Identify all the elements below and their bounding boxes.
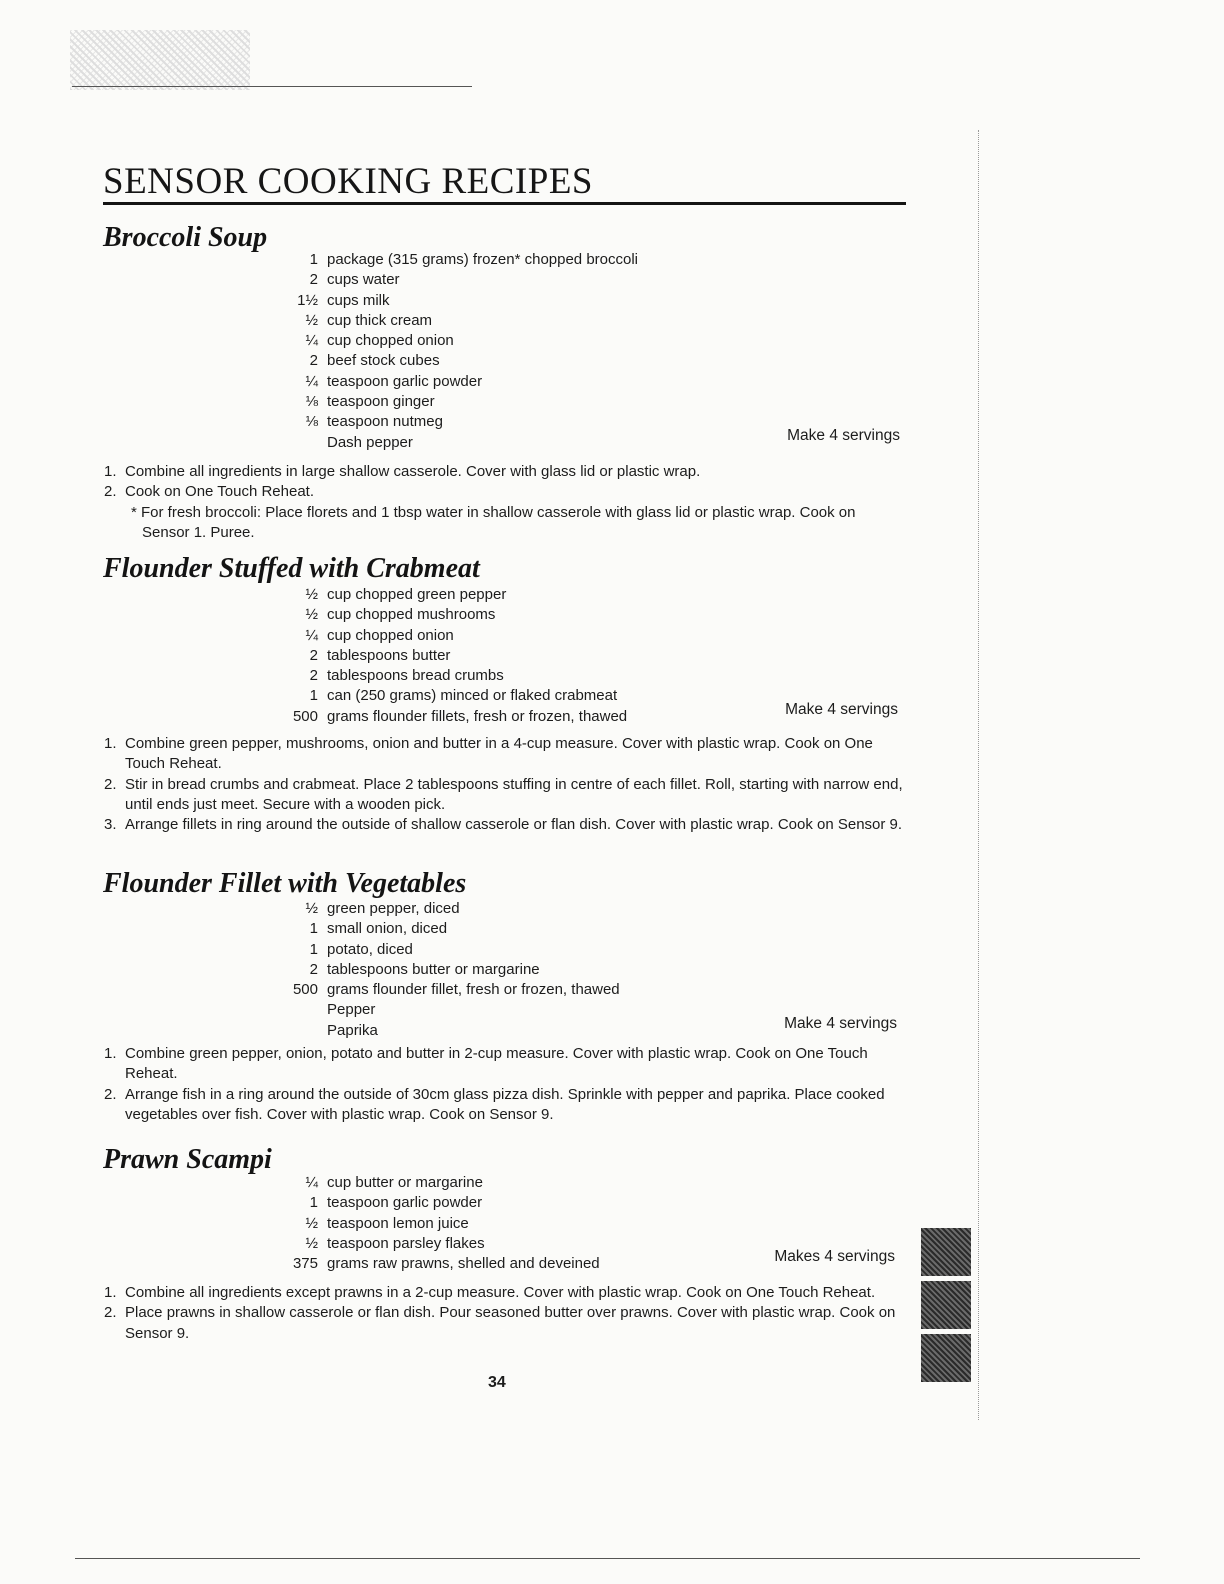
step — [104, 1283, 904, 1303]
ingredient-text: cup chopped mushrooms — [327, 606, 496, 624]
ingredient-qty: 2 — [309, 646, 318, 664]
ingredient-qty: ½ — [305, 311, 318, 329]
scan-line-bottom — [75, 1558, 1140, 1559]
ingredient-text: teaspoon lemon juice — [327, 1214, 469, 1232]
ingredient-qty: 2 — [309, 960, 318, 978]
ingredient-qty: 2 — [309, 271, 318, 289]
section-tab — [921, 1334, 971, 1382]
step-text: Place prawns in shallow casserole or flan dish. Pour seasoned butter over prawns. Cover with plastic wrap. Cook on Sensor 9. — [125, 1304, 896, 1342]
ingredient-text: potato, diced — [327, 940, 413, 958]
ingredient-qty: 2 — [309, 352, 318, 370]
step-number: 1. — [104, 1045, 117, 1062]
ingredient-qty: 1 — [309, 251, 318, 268]
ingredient-qty: 2 — [309, 667, 318, 685]
step — [104, 462, 904, 482]
step-text: Combine all ingredients in large shallow casserole. Cover with glass lid or plastic wrap. — [125, 463, 701, 480]
section-tab — [921, 1281, 971, 1329]
margin-rule — [978, 130, 979, 1420]
ingredient-qty: 500 — [292, 707, 318, 725]
ingredient-qty: 1 — [309, 940, 318, 958]
ingredient-text: teaspoon garlic powder — [327, 372, 483, 390]
section-tabs — [921, 1228, 971, 1387]
page-title: SENSOR COOKING RECIPES — [103, 161, 594, 202]
ingredient-text: cups water — [327, 271, 400, 289]
ingredient-qty: ½ — [305, 1234, 318, 1252]
step — [104, 1303, 904, 1344]
ingredient-text: grams flounder fillet, fresh or frozen, thawed — [327, 981, 620, 999]
step-number: 1. — [104, 463, 117, 480]
step-text: Combine green pepper, mushrooms, onion and butter in a 4-cup measure. Cover with plastic wrap. Cook on One Touch Reheat. — [125, 735, 873, 773]
ingredient-text: cups milk — [327, 291, 390, 309]
step-number: 1. — [104, 735, 117, 752]
ingredient-text: cup chopped onion — [327, 332, 454, 350]
ingredient-qty: ⅛ — [305, 393, 318, 411]
step-number: 3. — [104, 816, 117, 834]
ingredient-text: cup chopped onion — [327, 626, 454, 644]
ingredient-text: small onion, diced — [327, 920, 448, 938]
ingredient-text: teaspoon garlic powder — [327, 1194, 483, 1212]
servings: Make 4 servings — [785, 701, 898, 718]
recipe-title: Flounder Fillet with Vegetables — [103, 868, 467, 899]
step — [104, 775, 904, 816]
scan-line-top — [72, 86, 472, 87]
ingredient-qty: ½ — [305, 1214, 318, 1232]
step-text: Stir in bread crumbs and crabmeat. Place 2 tablespoons stuffing in centre of each fillet. Roll, starting with narrow end, until ends just meet. Secure with a wooden pick. — [125, 775, 903, 813]
ingredient-qty: 1 — [309, 687, 318, 705]
ingredient-qty: 1 — [309, 1194, 318, 1212]
ingredient-text: cup chopped green pepper — [327, 586, 507, 603]
ingredient-text: Paprika — [327, 1021, 378, 1039]
step — [104, 1044, 904, 1085]
ingredient-qty: ½ — [305, 586, 318, 603]
ingredient-text: package (315 grams) frozen* chopped broccoli — [327, 251, 639, 268]
ingredient-qty: 1 — [309, 920, 318, 938]
step-number: 2. — [104, 1304, 117, 1322]
servings: Make 4 servings — [787, 427, 900, 444]
ingredient-qty: ⅛ — [305, 413, 318, 431]
ingredient-text: beef stock cubes — [327, 352, 440, 370]
servings: Make 4 servings — [784, 1015, 897, 1032]
ingredient-text: grams flounder fillets, fresh or frozen, thawed — [327, 707, 628, 725]
step-list — [104, 1044, 904, 1125]
ingredient-text: tablespoons butter or margarine — [327, 960, 540, 978]
step-text: Cook on One Touch Reheat. — [125, 483, 315, 501]
recipe-title: Broccoli Soup — [103, 222, 268, 253]
ingredient-text: teaspoon ginger — [327, 393, 435, 411]
ingredient-text: teaspoon parsley flakes — [327, 1234, 485, 1252]
recipe-title: Prawn Scampi — [103, 1144, 272, 1175]
ingredient-text: teaspoon nutmeg — [327, 413, 443, 431]
ingredient-text: Dash pepper — [327, 433, 413, 451]
step — [104, 482, 904, 502]
step-number: 1. — [104, 1284, 117, 1301]
step — [104, 815, 904, 835]
title-rule — [103, 202, 906, 205]
section-tab — [921, 1228, 971, 1276]
ingredient-text: tablespoons bread crumbs — [327, 667, 504, 685]
step — [104, 734, 904, 775]
step-text: Combine green pepper, onion, potato and butter in 2-cup measure. Cover with plastic wrap. Cook on One Touch Reheat. — [125, 1045, 868, 1083]
servings: Makes 4 servings — [774, 1248, 895, 1265]
ingredient-text: cup butter or margarine — [327, 1174, 483, 1191]
recipe-note: * For fresh broccoli: Place florets and 1 tbsp water in shallow casserole with glass lid or plastic wrap. Cook on Sensor 1. Puree. — [131, 503, 856, 541]
ingredient-qty: 375 — [292, 1255, 318, 1273]
ingredient-text: can (250 grams) minced or flaked crabmeat — [327, 687, 618, 705]
ingredient-qty: ¼ — [305, 332, 318, 350]
step-number: 2. — [104, 775, 117, 793]
ingredient-qty: ¼ — [305, 1174, 318, 1191]
ingredient-qty: ¼ — [305, 626, 318, 644]
step-text: Arrange fillets in ring around the outside of shallow casserole or flan dish. Cover with plastic wrap. Cook on Sensor 9. — [125, 816, 903, 834]
step-text: Combine all ingredients except prawns in a 2-cup measure. Cover with plastic wrap. Cook on One Touch Reheat. — [125, 1284, 876, 1301]
ingredient-qty: ½ — [305, 900, 318, 917]
ingredient-text: tablespoons butter — [327, 646, 451, 664]
step-number: 2. — [104, 483, 117, 501]
ingredient-qty: ½ — [305, 606, 318, 624]
ingredient-text: grams raw prawns, shelled and deveined — [327, 1255, 600, 1273]
step-list — [104, 1283, 904, 1344]
recipe-title: Flounder Stuffed with Crabmeat — [103, 553, 480, 584]
step-number: 2. — [104, 1085, 117, 1103]
ingredient-qty: ¼ — [305, 372, 318, 390]
step-list — [104, 734, 904, 835]
step-list — [104, 462, 904, 543]
ingredient-text: cup thick cream — [327, 311, 433, 329]
scan-noise — [70, 30, 250, 90]
step — [104, 1085, 904, 1126]
ingredient-qty: 1½ — [297, 291, 318, 309]
step-text: Arrange fish in a ring around the outside of 30cm glass pizza dish. Sprinkle with pepper and paprika. Place cooked vegetables over fish. Cover with plastic wrap. Cook on Sensor 9. — [125, 1085, 885, 1123]
ingredient-text: green pepper, diced — [327, 900, 460, 917]
page-number: 34 — [488, 1374, 506, 1391]
ingredient-text: Pepper — [327, 1001, 376, 1019]
ingredient-qty: 500 — [292, 981, 318, 999]
